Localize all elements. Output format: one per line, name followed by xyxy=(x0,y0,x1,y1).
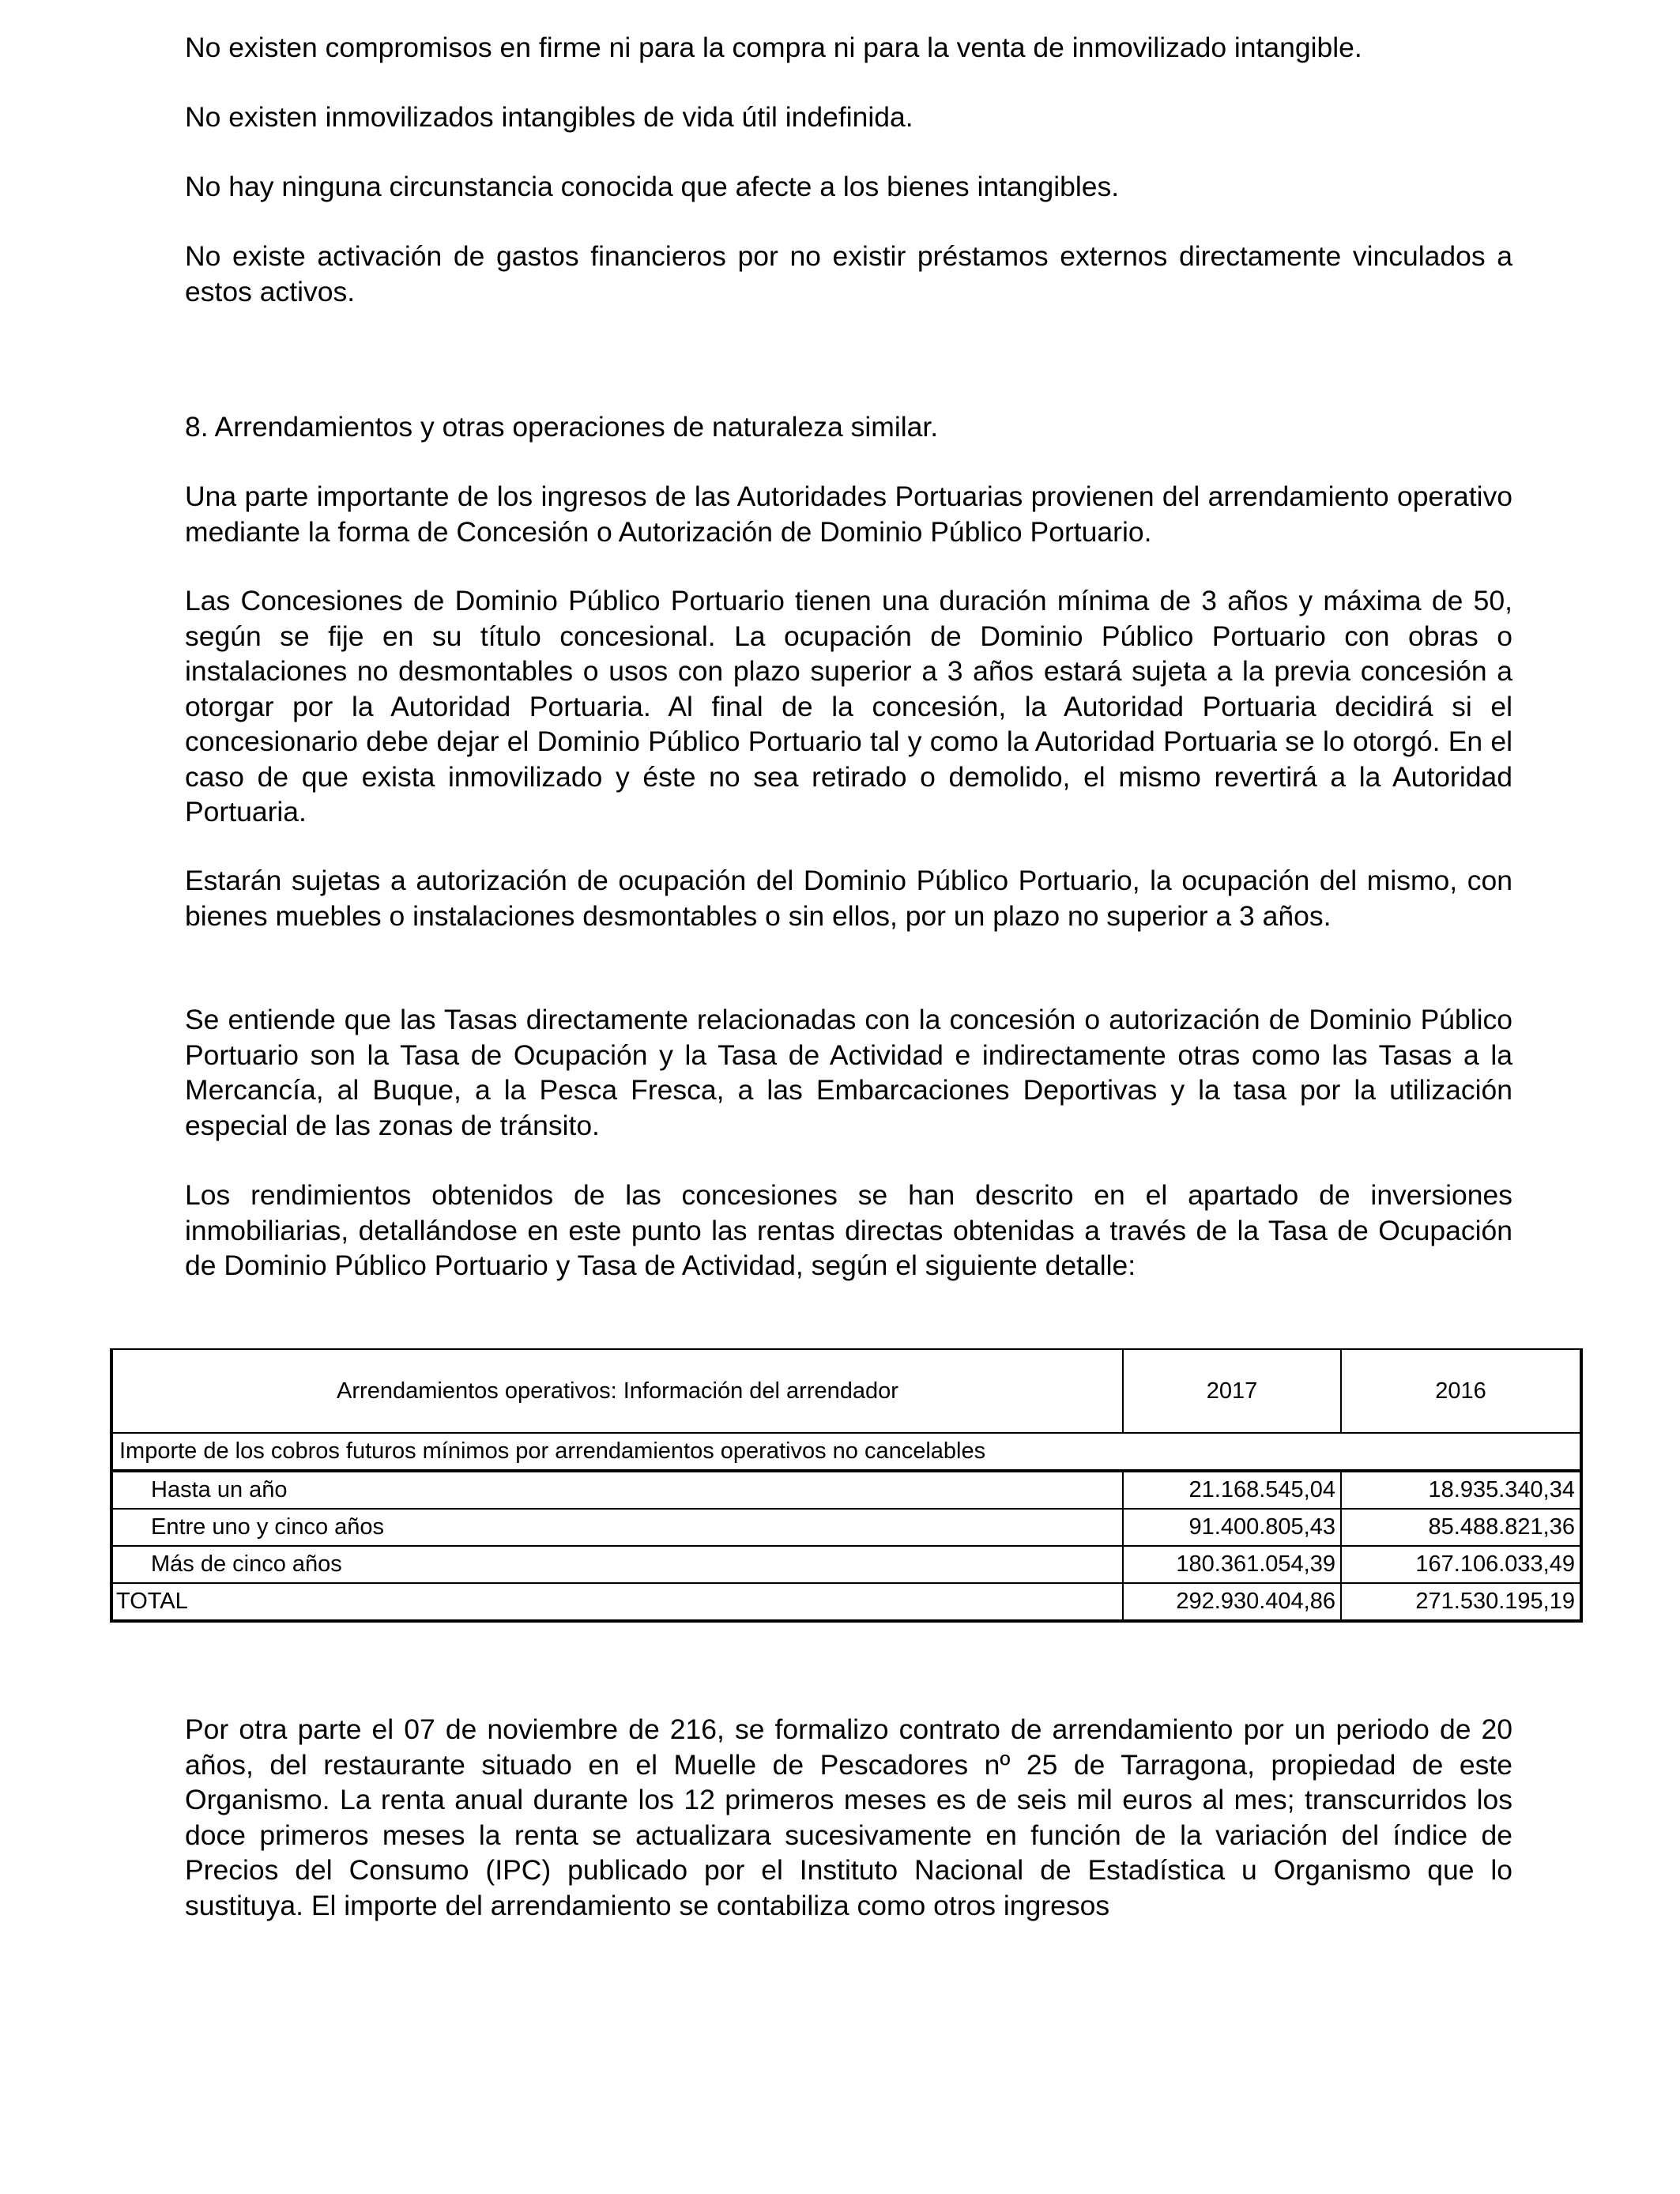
lease-table xyxy=(110,1348,1583,1623)
paragraph-text: No existen inmovilizados intangibles de vida útil indefinida. xyxy=(185,101,913,133)
paragraph-text: No existen compromisos en firme ni para la compra ni para la venta de inmovilizado intangible. xyxy=(185,32,1362,63)
table-row xyxy=(111,1471,1581,1509)
paragraph-text: Se entiende que las Tasas directamente relacionadas con la concesión o autorización de Dominio Público Portuario son la Tasa de Ocupación y la Tasa de Actividad e indirectamente otras como las Tasas a la Mercancía, al Buque, a la Pesca Fresca, a las Embarcaciones Deportivas y la tasa por la utilización especial de las zonas de tránsito. xyxy=(185,1004,1512,1141)
paragraph-text: Las Concesiones de Dominio Público Portuario tienen una duración mínima de 3 años y máxima de 50, según se fije en su título concesional. La ocupación de Dominio Público Portuario con obras o instalaciones no desmontables o usos con plazo superior a 3 años estará sujeta a la previa concesión a otorgar por la Autoridad Portuaria. Al final de la concesión, la Autoridad Portuaria decidirá si el concesionario debe dejar el Dominio Público Portuario tal y como la Autoridad Portuaria se lo otorgó. En el caso de que exista inmovilizado y éste no sea retirado o demolido, el mismo revertirá a la Autoridad Portuaria. xyxy=(185,585,1512,827)
paragraph-authorizations xyxy=(185,863,1512,933)
paragraph-text: Estarán sujetas a autorización de ocupación del Dominio Público Portuario, la ocupación del mismo, con bienes muebles o instalaciones desmontables o sin ellos, por un plazo no superior a 3 años. xyxy=(185,865,1512,932)
table-header-row xyxy=(111,1349,1581,1433)
paragraph-restaurant-lease xyxy=(185,1712,1512,1923)
section-heading: 8. Arrendamientos y otras operaciones de naturaleza similar. xyxy=(185,411,939,443)
table-total-row xyxy=(111,1583,1581,1621)
paragraph-no-circumstance xyxy=(185,169,1512,205)
paragraph-no-financial-costs xyxy=(185,239,1512,309)
paragraph-text: Una parte importante de los ingresos de las Autoridades Portuarias provienen del arrendamiento operativo mediante la forma de Concesión o Autorización de Dominio Público Portuario. xyxy=(185,481,1512,548)
section-title xyxy=(185,409,1512,445)
table-row xyxy=(111,1509,1581,1546)
row-value-2016: 167.106.033,49 xyxy=(1341,1546,1581,1583)
paragraph-text: Por otra parte el 07 de noviembre de 216, se formalizo contrato de arrendamiento por un periodo de 20 años, del restaurante situado en el Muelle de Pescadores nº 25 de Tarragona, propiedad de este Organismo. La renta anual durante los 12 primeros meses es de seis mil euros al mes; transcurridos los doce primeros meses la renta se actualizara sucesivamente en función de la variación del índice de Precios del Consumo (IPC) publicado por el Instituto Nacional de Estadística u Organismo que lo sustituya. El importe del arrendamiento se contabiliza como otros ingresos xyxy=(185,1713,1512,1921)
paragraph-no-commitments xyxy=(185,30,1512,66)
row-label: Entre uno y cinco años xyxy=(111,1509,1123,1546)
paragraph-returns xyxy=(185,1178,1512,1284)
lease-table-container xyxy=(110,1348,1580,1623)
table-header-label: Arrendamientos operativos: Información del arrendador xyxy=(111,1349,1123,1433)
paragraph-text: Los rendimientos obtenidos de las concesiones se han descrito en el apartado de inversiones inmobiliarias, detallándose en este punto las rentas directas obtenidas a través de la Tasa de Ocupación de Dominio Público Portuario y Tasa de Actividad, según el siguiente detalle: xyxy=(185,1179,1512,1281)
paragraph-no-indefinite-life xyxy=(185,100,1512,135)
paragraph-text: No existe activación de gastos financieros por no existir préstamos externos directamente vinculados a estos activos. xyxy=(185,240,1512,307)
paragraph-leasing-income xyxy=(185,479,1512,549)
paragraph-text: No hay ninguna circunstancia conocida que afecte a los bienes intangibles. xyxy=(185,171,1120,202)
row-value-2017: 180.361.054,39 xyxy=(1123,1546,1341,1583)
table-header-2016: 2016 xyxy=(1341,1349,1581,1433)
row-label: Más de cinco años xyxy=(111,1546,1123,1583)
table-row xyxy=(111,1546,1581,1583)
row-value-2016: 85.488.821,36 xyxy=(1341,1509,1581,1546)
total-value-2016: 271.530.195,19 xyxy=(1341,1583,1581,1621)
row-value-2016: 18.935.340,34 xyxy=(1341,1471,1581,1509)
total-label: TOTAL xyxy=(111,1583,1123,1621)
paragraph-fees xyxy=(185,1002,1512,1143)
row-value-2017: 91.400.805,43 xyxy=(1123,1509,1341,1546)
table-header-2017: 2017 xyxy=(1123,1349,1341,1433)
table-subheader: Importe de los cobros futuros mínimos por arrendamientos operativos no cancelables xyxy=(111,1433,1581,1471)
total-value-2017: 292.930.404,86 xyxy=(1123,1583,1341,1621)
row-label: Hasta un año xyxy=(111,1471,1123,1509)
table-subheader-row xyxy=(111,1433,1581,1471)
paragraph-concessions xyxy=(185,583,1512,830)
row-value-2017: 21.168.545,04 xyxy=(1123,1471,1341,1509)
